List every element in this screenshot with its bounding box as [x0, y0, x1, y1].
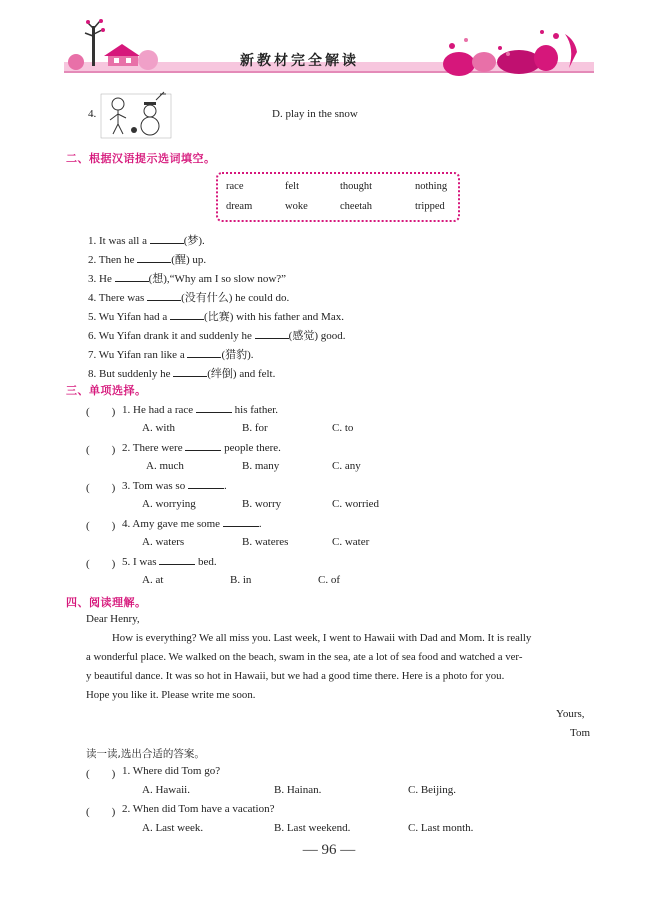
option-a[interactable]: A. with: [142, 422, 175, 434]
answer-blank[interactable]: [147, 291, 181, 301]
section-4-title: 四、阅读理解。: [66, 596, 147, 609]
section-2-title: 二、根据汉语提示选词填空。: [66, 152, 216, 165]
answer-blank[interactable]: [255, 329, 289, 339]
option-a[interactable]: A. Last week.: [142, 822, 204, 834]
letter-line: y beautiful dance. It was so hot in Hawaii, but we had a good time there. Here is a photo for you.: [86, 670, 505, 682]
option-a[interactable]: A. worrying: [142, 498, 196, 510]
answer-blank: [159, 555, 195, 565]
q4-answer: D. play in the snow: [272, 108, 358, 120]
section-3-title: 三、单项选择。: [66, 384, 147, 397]
letter-line: Hope you like it. Please write me soon.: [86, 689, 256, 701]
mc-question-3: 3. Tom was so .: [122, 480, 227, 492]
answer-paren[interactable]: ( ): [86, 406, 116, 418]
page-number: — 96 —: [302, 842, 356, 858]
mc-question-5: 5. I was bed.: [122, 556, 217, 568]
fill-item-2: 2. Then he (醒) up.: [88, 254, 207, 266]
option-b[interactable]: B. wateres: [242, 536, 289, 548]
word-bank-item: nothing: [415, 181, 448, 192]
option-b[interactable]: B. in: [230, 574, 252, 586]
option-c[interactable]: C. water: [332, 536, 370, 548]
mc-question-4: 4. Amy gave me some .: [122, 518, 262, 530]
option-c[interactable]: C. Beijing.: [408, 784, 456, 796]
answer-paren[interactable]: ( ): [86, 768, 116, 780]
answer-paren[interactable]: ( ): [86, 520, 116, 532]
option-a[interactable]: A. Hawaii.: [142, 784, 190, 796]
word-bank-item: woke: [285, 201, 308, 212]
letter-greeting: Dear Henry,: [86, 613, 140, 625]
answer-blank[interactable]: [187, 348, 221, 358]
answer-blank[interactable]: [137, 253, 171, 263]
word-bank-item: tripped: [415, 201, 445, 212]
reading-instruction: 读一读,选出合适的答案。: [86, 748, 205, 760]
answer-blank[interactable]: [170, 310, 204, 320]
option-c[interactable]: C. any: [332, 460, 361, 472]
answer-paren[interactable]: ( ): [86, 482, 116, 494]
q4-number: 4.: [88, 108, 97, 120]
house-tree-decoration: [68, 19, 158, 70]
reading-question-1: 1. Where did Tom go?: [122, 765, 221, 777]
fill-item-1: 1. It was all a (梦).: [88, 235, 205, 247]
option-c[interactable]: C. worried: [332, 498, 380, 510]
answer-blank: [185, 441, 221, 451]
option-c[interactable]: C. Last month.: [408, 822, 474, 834]
word-bank: [216, 172, 460, 222]
answer-blank: [196, 403, 232, 413]
option-c[interactable]: C. of: [318, 574, 340, 586]
fill-item-4: 4. There was (没有什么) he could do.: [88, 292, 290, 304]
mc-question-2: 2. There were people there.: [122, 442, 281, 454]
answer-blank[interactable]: [173, 367, 207, 377]
option-a[interactable]: A. waters: [142, 536, 185, 548]
answer-blank[interactable]: [150, 234, 184, 244]
answer-blank[interactable]: [115, 272, 149, 282]
reading-question-2: 2. When did Tom have a vacation?: [122, 803, 275, 815]
option-b[interactable]: B. Hainan.: [274, 784, 322, 796]
mc-question-1: 1. He had a race his father.: [122, 404, 279, 416]
letter-signature: Tom: [570, 727, 591, 739]
letter-line: a wonderful place. We walked on the beach, swam in the sea, ate a lot of sea food and watched a ver-: [86, 651, 523, 663]
option-a[interactable]: A. at: [142, 574, 164, 586]
word-bank-item: race: [226, 181, 244, 192]
option-b[interactable]: B. for: [242, 422, 268, 434]
fill-item-8: 8. But suddenly he (绊倒) and felt.: [88, 368, 276, 380]
option-c[interactable]: C. to: [332, 422, 354, 434]
answer-paren[interactable]: ( ): [86, 558, 116, 570]
letter-closing: Yours,: [556, 708, 585, 720]
fill-item-7: 7. Wu Yifan ran like a (猎豹).: [88, 349, 254, 361]
answer-paren[interactable]: ( ): [86, 806, 116, 818]
option-b[interactable]: B. worry: [242, 498, 282, 510]
fill-item-6: 6. Wu Yifan drank it and suddenly he (感觉) good.: [88, 330, 346, 342]
fill-item-3: 3. He (想),“Why am I so slow now?”: [88, 273, 287, 285]
answer-paren[interactable]: ( ): [86, 444, 116, 456]
snow-play-illustration: [100, 88, 172, 140]
word-bank-item: cheetah: [340, 201, 373, 212]
word-bank-item: dream: [226, 201, 253, 212]
word-bank-item: thought: [340, 181, 373, 192]
letter-line: How is everything? We all miss you. Last week, I went to Hawaii with Dad and Mom. It is really: [112, 632, 532, 644]
answer-blank: [223, 517, 259, 527]
fill-item-5: 5. Wu Yifan had a (比赛) with his father and Max.: [88, 311, 344, 323]
word-bank-item: felt: [285, 181, 299, 192]
header-title: 新教材完全解读: [240, 53, 359, 69]
option-a[interactable]: A. much: [146, 460, 184, 472]
option-b[interactable]: B. Last weekend.: [274, 822, 351, 834]
answer-blank: [188, 479, 224, 489]
option-b[interactable]: B. many: [242, 460, 280, 472]
